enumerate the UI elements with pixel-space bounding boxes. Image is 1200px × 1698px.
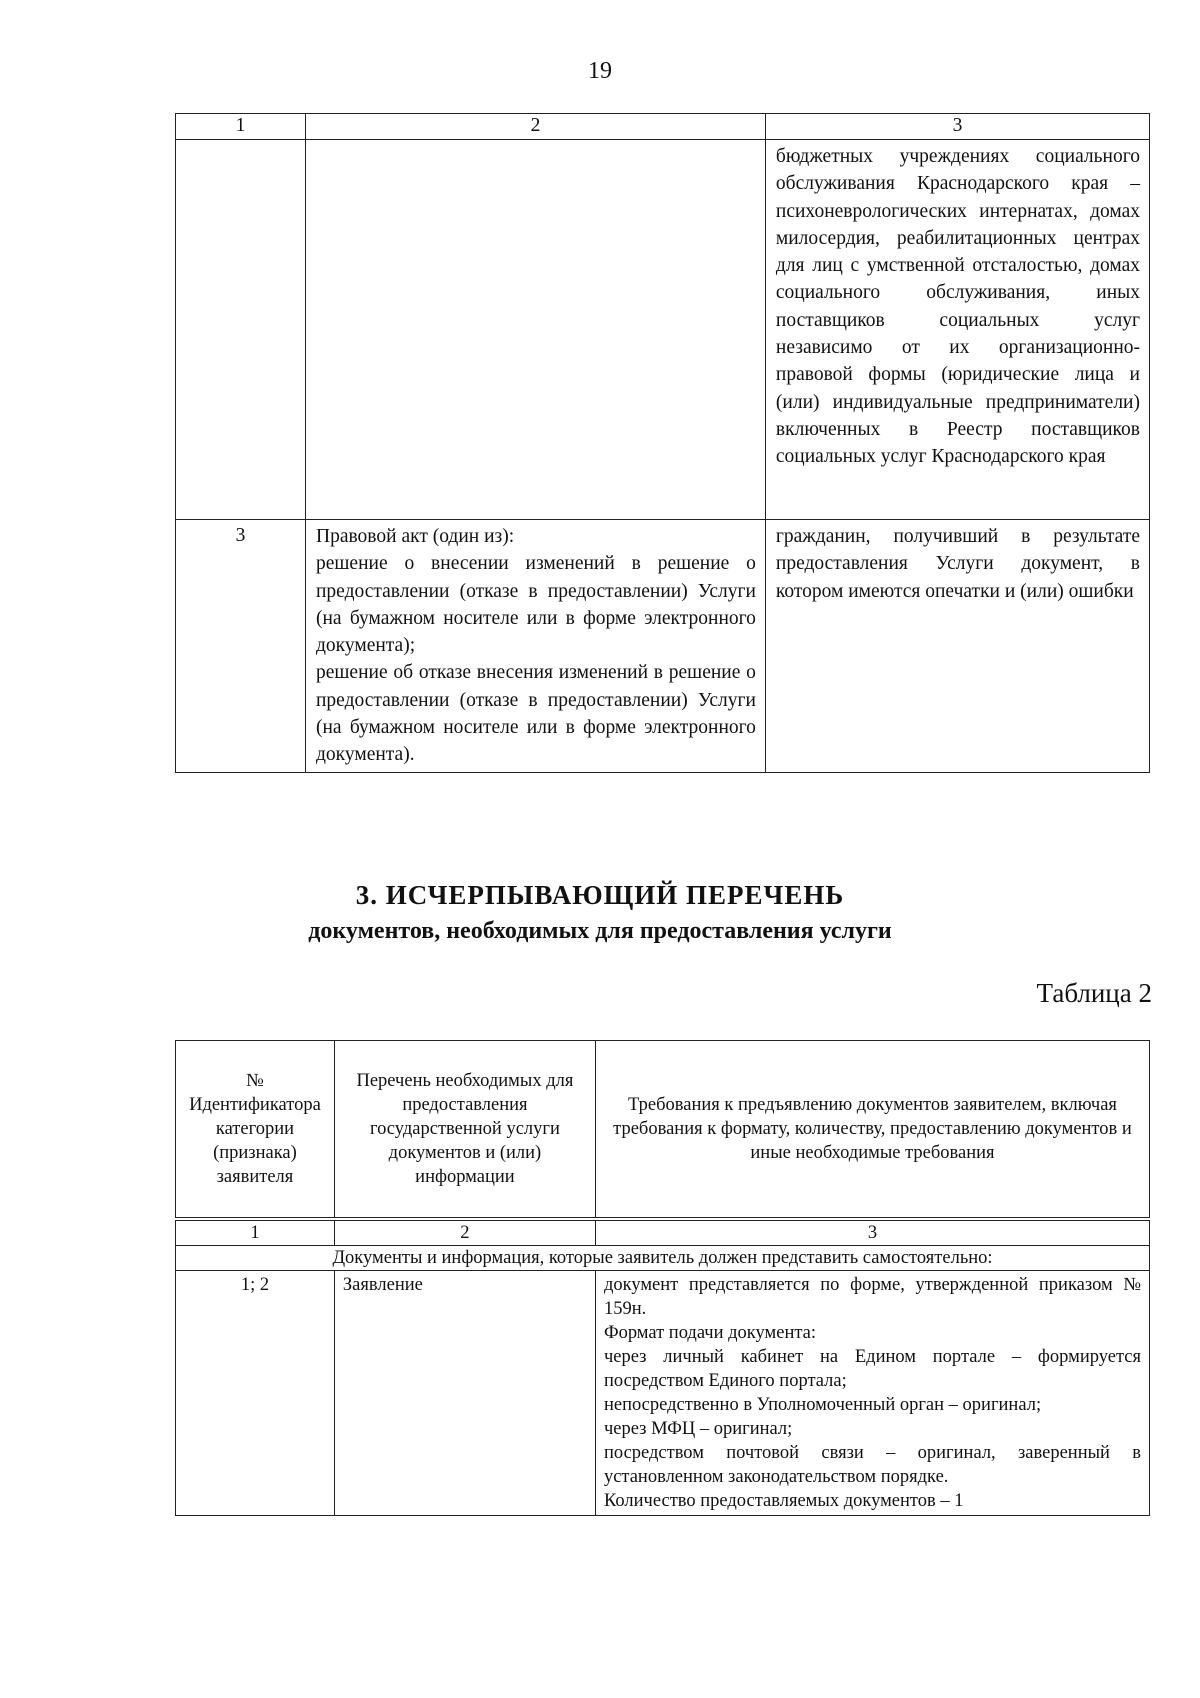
table-row — [176, 520, 1150, 773]
table-cell — [765, 520, 1149, 773]
empty-cell — [176, 140, 306, 520]
section-title: 3. ИСЧЕРПЫВАЮЩИЙ ПЕРЕЧЕНЬ — [355, 880, 845, 910]
group-row — [176, 1246, 1150, 1271]
continuation-table — [175, 113, 1150, 773]
column-number-2: 2 — [334, 1219, 595, 1246]
table-row — [176, 140, 1150, 520]
text-line: решение об отказе внесения изменений в решение о предоставлении (отказе в предоставлении) Услуги (на бумажном носителе или в форме электронного документа). — [316, 662, 756, 766]
row-number: 3 — [176, 520, 306, 773]
column-header: № Идентификатора категории (признака) заявителя — [176, 1041, 335, 1220]
column-number-2: 2 — [306, 114, 766, 140]
column-header: Требования к предъявлению документов заявителем, включая требования к формату, количеству, предоставлению документов и иные необходимые требования — [595, 1041, 1149, 1220]
applicant-category-id: 1; 2 — [176, 1271, 335, 1516]
table-caption: Таблица 2 — [1036, 978, 1152, 1008]
table-header-row — [176, 1041, 1150, 1220]
requirement-line: Количество предоставляемых документов – 1 — [603, 1491, 964, 1511]
column-header: Перечень необходимых для предоставления государственной услуги документов и (или) информации — [334, 1041, 595, 1220]
requirement-line: Формат подачи документа: — [603, 1323, 817, 1343]
table-header-row — [176, 114, 1150, 140]
requirement-line: документ представляется по форме, утвержденной приказом № 159н. — [603, 1275, 1141, 1319]
column-number-3: 3 — [765, 114, 1149, 140]
table-cell — [306, 520, 766, 773]
column-number-3: 3 — [595, 1219, 1149, 1246]
column-number-row — [176, 1219, 1150, 1246]
requirements-cell — [595, 1271, 1149, 1516]
empty-cell — [306, 140, 766, 520]
recipient-text: бюджетных учреждениях социального обслуживания Краснодарского края – психоневрологических интернатах, домах милосердия, реабилитационных центрах для лиц с умственной отсталостью, домах социального обслуживания, иных поставщиков социальных услуг независимо от их организационно-правовой формы (юридические лица и (или) индивидуальные предприниматели) включенных в Реестр поставщиков социальных услуг Краснодарского края — [775, 146, 1140, 468]
group-title: Документы и информация, которые заявитель должен представить самостоятельно: — [176, 1246, 1150, 1271]
requirement-line: посредством почтовой связи – оригинал, заверенный в установленном законодательством порядке. — [603, 1443, 1141, 1487]
column-number-1: 1 — [176, 114, 306, 140]
section-subtitle: документов, необходимых для предоставления услуги — [308, 918, 892, 944]
recipient-text: гражданин, получивший в результате предоставления Услуги документ, в котором имеются опечатки и (или) ошибки — [775, 526, 1140, 602]
page-number: 19 — [588, 58, 612, 84]
requirement-line: непосредственно в Уполномоченный орган – оригинал; — [603, 1395, 1042, 1415]
requirement-line: через МФЦ – оригинал; — [603, 1419, 793, 1439]
requirement-line: через личный кабинет на Едином портале – формируется посредством Единого портала; — [603, 1347, 1141, 1391]
table-cell — [765, 140, 1149, 520]
text-line: Правовой акт (один из): — [316, 526, 515, 547]
column-number-1: 1 — [176, 1219, 335, 1246]
documents-table — [175, 1040, 1150, 1516]
table-row — [176, 1271, 1150, 1516]
legal-act-text — [307, 521, 764, 771]
document-name: Заявление — [334, 1271, 595, 1516]
text-line: решение о внесении изменений в решение о предоставлении (отказе в предоставлении) Услуги (на бумажном носителе или в форме электронного документа); — [316, 553, 756, 657]
